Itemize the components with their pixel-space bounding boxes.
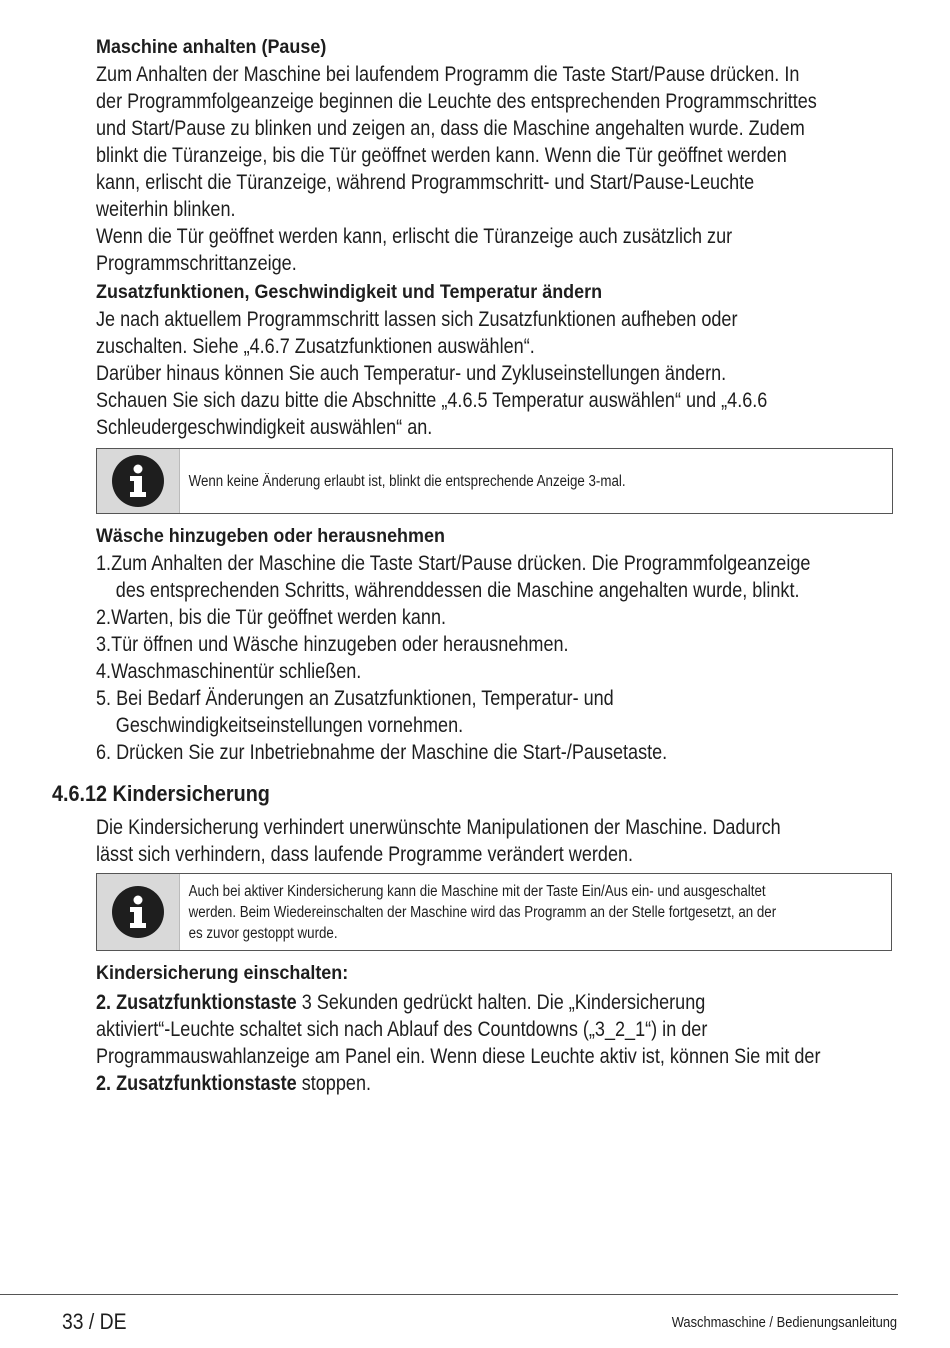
- list-number: 2.: [96, 606, 112, 629]
- button-name-bold: 2. Zusatzfunktionstaste: [96, 991, 297, 1014]
- enable-line-1: [96, 989, 784, 1016]
- pause-line-7: Wenn die Tür geöffnet werden kann, erlischt die Türanzeige auch zusätzlich zur: [96, 225, 733, 248]
- list-number: 3.: [96, 633, 112, 656]
- main-content: [96, 34, 896, 766]
- notice-text-extras: Wenn keine Änderung erlaubt ist, blinkt die entsprechende Anzeige 3-mal.: [188, 472, 626, 490]
- notice-box-extras: [96, 448, 893, 514]
- section-title-kindersicherung: 4.6.12 Kindersicherung: [52, 781, 270, 806]
- list-text: Bei Bedarf Änderungen an Zusatzfunktionen, Temperatur- und: [116, 687, 614, 710]
- list-number: 5.: [96, 687, 117, 710]
- laundry-heading: Wäsche hinzugeben oder herausnehmen: [96, 525, 445, 547]
- list-item: [96, 685, 784, 712]
- list-item: [96, 739, 784, 766]
- notice-icon-box: [97, 874, 180, 950]
- footer-divider: [0, 1294, 898, 1295]
- list-item: [96, 604, 784, 631]
- extras-line-1: Je nach aktuellem Programmschritt lassen sich Zusatzfunktionen aufheben oder: [96, 308, 738, 331]
- list-text: Zum Anhalten der Maschine die Taste Start/Pause drücken. Die Programmfolgeanzeige: [111, 552, 811, 575]
- enable-line-3: Programmauswahlanzeige am Panel ein. Wenn diese Leuchte aktiv ist, können Sie mit der: [96, 1045, 821, 1068]
- pause-line-3: und Start/Pause zu blinken und zeigen an, dass die Maschine angehalten wurde. Zudem: [96, 117, 805, 140]
- list-text: Warten, bis die Tür geöffnet werden kann.: [111, 606, 447, 629]
- list-item-continuation: Geschwindigkeitseinstellungen vornehmen.: [115, 714, 464, 737]
- enable-text: stoppen.: [296, 1072, 372, 1095]
- notice-icon-box: [97, 449, 180, 513]
- button-name-bold: 2. Zusatzfunktionstaste: [96, 1072, 297, 1095]
- list-item: [96, 550, 811, 577]
- enable-heading: Kindersicherung einschalten:: [96, 962, 349, 984]
- info-icon: [112, 455, 164, 507]
- pause-line-4: blinkt die Türanzeige, bis die Tür geöffnet werden kann. Wenn die Tür geöffnet werden: [96, 144, 787, 167]
- pause-line-8: Programmschrittanzeige.: [96, 252, 297, 275]
- extras-line-2: zuschalten. Siehe „4.6.7 Zusatzfunktionen auswählen“.: [96, 335, 535, 358]
- pause-line-2: der Programmfolgeanzeige beginnen die Leuchte des entsprechenden Programmschrittes: [96, 90, 817, 113]
- childlock-line-2: lässt sich verhindern, dass laufende Programme verändert werden.: [96, 843, 634, 866]
- enable-text: 3 Sekunden gedrückt halten. Die „Kindersicherung: [296, 991, 706, 1014]
- pause-line-1: Zum Anhalten der Maschine bei laufendem Programm die Taste Start/Pause drücken. In: [96, 63, 800, 86]
- document-title: Waschmaschine / Bedienungsanleitung: [671, 1314, 897, 1331]
- list-item-continuation: des entsprechenden Schritts, währenddessen die Maschine angehalten wurde, blinkt.: [115, 579, 800, 602]
- list-number: 4.: [96, 660, 112, 683]
- pause-line-5: kann, erlischt die Türanzeige, während Programmschritt- und Start/Pause-Leuchte: [96, 171, 755, 194]
- page-number: 33 / DE: [62, 1309, 127, 1334]
- list-text: Drücken Sie zur Inbetriebnahme der Maschine die Start-/Pausetaste.: [116, 741, 668, 764]
- info-icon: [112, 886, 164, 938]
- notice-line-3: es zuvor gestoppt wurde.: [188, 924, 338, 942]
- extras-line-5: Schleudergeschwindigkeit auswählen“ an.: [96, 416, 433, 439]
- enable-line-2: aktiviert“-Leuchte schaltet sich nach Ablauf des Countdowns („3_2_1“) in der: [96, 1018, 708, 1041]
- extras-line-3: Darüber hinaus können Sie auch Temperatur- und Zykluseinstellungen ändern.: [96, 362, 727, 385]
- pause-line-6: weiterhin blinken.: [96, 198, 236, 221]
- childlock-content: [96, 814, 896, 1097]
- pause-heading: Maschine anhalten (Pause): [96, 36, 327, 58]
- notice-box-childlock: [96, 873, 892, 951]
- notice-text-childlock: [180, 881, 785, 944]
- enable-line-4: [96, 1070, 784, 1097]
- list-text: Tür öffnen und Wäsche hinzugeben oder herausnehmen.: [111, 633, 569, 656]
- list-item: [96, 658, 784, 685]
- list-number: 6.: [96, 741, 117, 764]
- list-item: [96, 631, 784, 658]
- list-text: Waschmaschinentür schließen.: [111, 660, 362, 683]
- list-number: 1.: [96, 552, 112, 575]
- notice-line-1: Auch bei aktiver Kindersicherung kann die Maschine mit der Taste Ein/Aus ein- und ausgeschaltet: [188, 882, 766, 900]
- notice-line-2: werden. Beim Wiedereinschalten der Maschine wird das Programm an der Stelle fortgesetzt, an der: [188, 903, 777, 921]
- childlock-line-1: Die Kindersicherung verhindert unerwünschte Manipulationen der Maschine. Dadurch: [96, 816, 781, 839]
- extras-heading: Zusatzfunktionen, Geschwindigkeit und Temperatur ändern: [96, 281, 603, 303]
- laundry-list: [96, 550, 896, 766]
- extras-line-4: Schauen Sie sich dazu bitte die Abschnitte „4.6.5 Temperatur auswählen“ und „4.6.6: [96, 389, 768, 412]
